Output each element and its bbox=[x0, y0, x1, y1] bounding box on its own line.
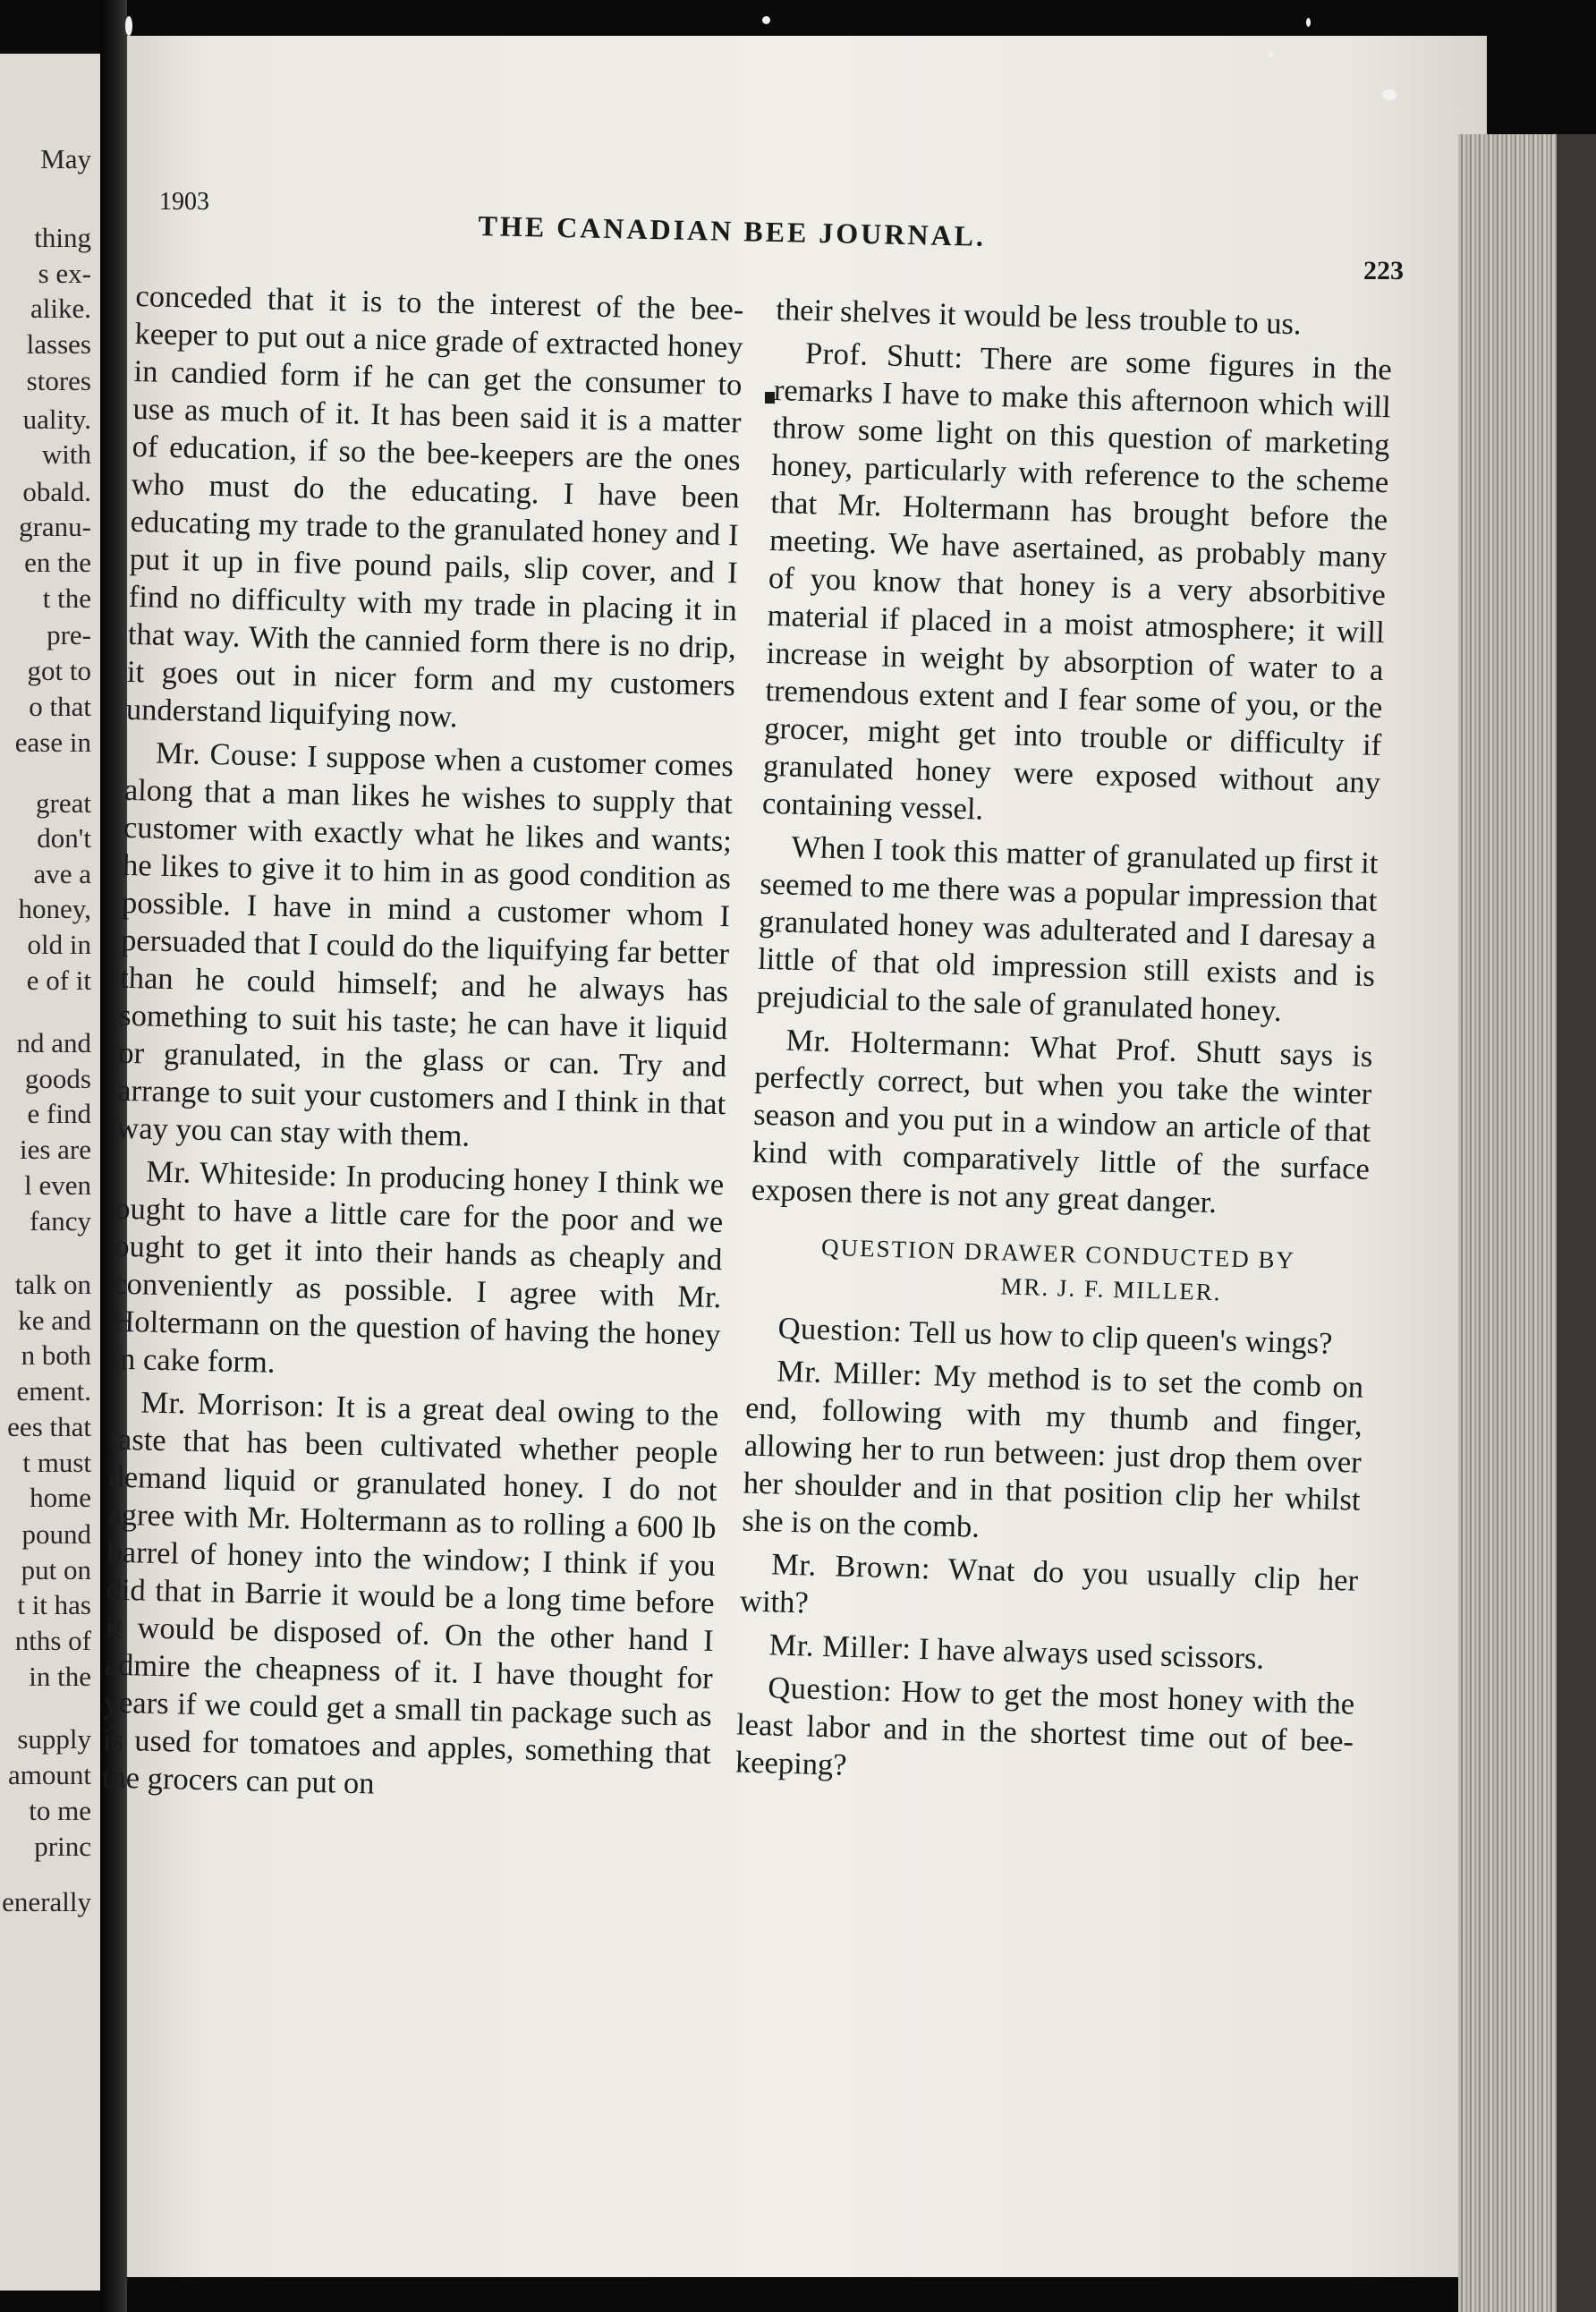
facing-page-fragment: don't bbox=[37, 822, 91, 854]
facing-page-fragment: home bbox=[30, 1482, 91, 1513]
speaker-name: Prof. Shutt: bbox=[804, 336, 964, 375]
facing-page-fragment: lasses bbox=[26, 328, 91, 360]
speaker-name: Mr. Whiteside: bbox=[145, 1154, 338, 1194]
facing-page-fragment: n both bbox=[21, 1339, 91, 1371]
facing-page-fragment: uality. bbox=[22, 404, 91, 435]
scan-speck bbox=[762, 16, 770, 24]
paragraph: Mr. Couse: I suppose when a customer comes along that a man likes he wishes to supply that customer with exactly what he likes and wants; he likes to give it to him in as good condition as possible. I have in mind a customer whom I persuaded that I could do the liquifying far better than he could himself; and he always has something to suit his taste; he can have it liquid or granulated, in the glass or can. Try and arrange to suit your customers and I think in that way you can stay with them. bbox=[115, 735, 734, 1153]
facing-page-fragment: l even bbox=[24, 1169, 91, 1201]
left-column bbox=[101, 277, 743, 1810]
facing-page-fragment: May bbox=[40, 143, 91, 174]
facing-page-fragment: s ex- bbox=[38, 258, 91, 289]
page-stack-shadow bbox=[1557, 134, 1596, 2312]
paragraph: Mr. Holtermann: What Prof. Shutt says is perfectly correct, but when you take the winter season and you put in a window an article of that kind with comparatively little of the surface exposen there is not any great danger. bbox=[751, 1023, 1373, 1220]
qa-paragraph: Mr. Miller: I have always used scissors. bbox=[768, 1628, 1265, 1676]
paragraph: their shelves it would be less trouble to us. bbox=[775, 292, 1303, 342]
facing-page-fragment: ease in bbox=[14, 727, 91, 758]
facing-page-fragment: en the bbox=[24, 547, 91, 578]
paragraph: Mr. Morrison: It is a great deal owing to the taste that has been cultivated whether people demand liquid or granulated honey. I do not agree with Mr. Holtermann as to rolling a 600 lb barrel of honey into the window; I think if you did that in Barrie it would be a long time before it would be disposed of. On the other hand I admire the cheapness of it. I have thought for years if we could get a small tin package such as is used for tomatoes and apples, something that the grocers can put on bbox=[101, 1385, 719, 1801]
paragraph: Mr. Whiteside: In producing honey I think we ought to have a little care for the poor and we ought to get it into their hands as cheaply and conveniently as possible. I agree with Mr. Holtermann on the question of having the honey in cake form. bbox=[111, 1154, 725, 1380]
speaker-name: Mr. Holtermann: bbox=[785, 1023, 1013, 1064]
facing-page-fragment: honey, bbox=[18, 893, 91, 924]
paragraph: When I took this matter of granulated up first it seemed to me there was a popular impression that granulated honey was adulterated and I daresay a little of that old impression still exists and is prejudicial to the sale of granulated honey. bbox=[756, 829, 1379, 1029]
facing-page-fragment: in the bbox=[29, 1661, 91, 1692]
facing-page-fragment: old in bbox=[27, 929, 91, 960]
facing-page-fragment: e find bbox=[27, 1098, 91, 1129]
scan-speck bbox=[1269, 52, 1274, 57]
section-heading-byline: MR. J. F. MILLER. bbox=[1000, 1272, 1222, 1306]
paragraph: Prof. Shutt: There are some figures in the remarks I have to make this afternoon which will throw some light on this question of marketing honey, particularly with reference to the scheme that Mr. Holtermann has brought before the meeting. We have asertained, as probably many of you know that honey is a very absorbitive material if placed in a moist atmosphere; it will increase in weight by absorption of water to a tremendous extent and I fear some of you, or the grocer, might get into trouble or difficulty if granulated honey were exposed without any containing vessel. bbox=[761, 336, 1393, 827]
speaker-name: Mr. Couse: bbox=[155, 735, 299, 774]
issue-year: 1903 bbox=[159, 188, 209, 216]
facing-page-fragment: alike. bbox=[30, 293, 91, 324]
facing-page-fragment: princ bbox=[34, 1831, 91, 1862]
speaker-name: Mr. Morrison: bbox=[140, 1385, 326, 1424]
facing-page-fragment: ave a bbox=[33, 858, 91, 889]
paragraph: conceded that it is to the interest of the bee-keeper to put out a nice grade of extracted honey in candied form if he can get the consumer to use as much of it. It has been said it is a matter of education, if so the bee-keepers are the ones who must do the educating. I have been educating my trade to the granulated honey and I put it up in five pound pails, slip cover, and I find no difficulty with my trade in placing it in that way. With the cannied form there is no drip, it goes out in nicer form and my customers understand liquifying now. bbox=[125, 278, 744, 735]
qa-paragraph: Mr. Brown: Wnat do you usually clip her with? bbox=[739, 1547, 1359, 1620]
section-heading bbox=[749, 1228, 1368, 1313]
facing-page-fragment: goods bbox=[24, 1063, 91, 1094]
facing-page-fragment: great bbox=[36, 787, 91, 819]
facing-page-fragment: t the bbox=[42, 582, 91, 614]
facing-page-fragment: ies are bbox=[19, 1134, 91, 1165]
page-number: 223 bbox=[1363, 256, 1404, 285]
facing-page-fragment: t must bbox=[22, 1447, 91, 1478]
facing-page-fragment: pound bbox=[21, 1518, 91, 1550]
facing-page-fragment: granu- bbox=[19, 511, 91, 542]
facing-page-fragment: amount bbox=[8, 1759, 91, 1790]
scan-speck bbox=[1382, 89, 1396, 100]
facing-page-fragment: nths of bbox=[14, 1625, 91, 1656]
facing-page-fragment: stores bbox=[26, 365, 91, 396]
speaker-name: Question: bbox=[767, 1670, 893, 1709]
facing-page-fragment: ke and bbox=[18, 1305, 91, 1336]
facing-page-fragment: ees that bbox=[7, 1411, 91, 1442]
qa-paragraph: Mr. Miller: My method is to set the comb on end, following with my thumb and finger, allowing her to run between: just drop them over her shoulder and in that position clip her whilst she is on the comb. bbox=[742, 1354, 1364, 1544]
scan-speck bbox=[1306, 18, 1311, 27]
qa-paragraph: Question: How to get the most honey with the least labor and in the shortest time out of bee-keeping? bbox=[734, 1670, 1355, 1782]
facing-page-fragment: pre- bbox=[47, 619, 91, 650]
facing-page-fragment: nd and bbox=[16, 1027, 91, 1058]
facing-page-fragment: thing bbox=[34, 222, 91, 253]
facing-page-fragment: got to bbox=[27, 655, 91, 686]
facing-page-fragment: t it has bbox=[17, 1589, 91, 1620]
scan-speck bbox=[125, 16, 132, 36]
facing-page-fragment: supply bbox=[17, 1723, 91, 1755]
facing-page-fragment: e of it bbox=[26, 965, 91, 996]
facing-page-fragment: obald. bbox=[22, 476, 91, 507]
right-column bbox=[734, 291, 1393, 1798]
facing-page-fragment: put on bbox=[21, 1554, 91, 1585]
qa-paragraph: Question: Tell us how to clip queen's wings? bbox=[777, 1311, 1333, 1361]
running-title: THE CANADIAN BEE JOURNAL. bbox=[478, 209, 987, 252]
facing-page-fragment: enerally bbox=[2, 1886, 91, 1917]
facing-page-fragment: o that bbox=[29, 691, 91, 722]
facing-page-fragment: to me bbox=[29, 1795, 91, 1826]
speaker-name: Mr. Miller: bbox=[776, 1354, 923, 1393]
speaker-name: Mr. Brown: bbox=[770, 1547, 931, 1586]
facing-page-fragment: talk on bbox=[14, 1269, 91, 1300]
facing-page-fragment: fancy bbox=[30, 1205, 91, 1237]
facing-page-edge bbox=[0, 54, 100, 2291]
section-heading-line: QUESTION DRAWER CONDUCTED BY bbox=[820, 1233, 1296, 1274]
facing-page-fragment: with bbox=[41, 438, 91, 470]
speaker-name: Question: bbox=[777, 1311, 903, 1349]
speaker-name: Mr. Miller: bbox=[768, 1628, 913, 1666]
facing-page-fragment: ement. bbox=[16, 1375, 91, 1407]
